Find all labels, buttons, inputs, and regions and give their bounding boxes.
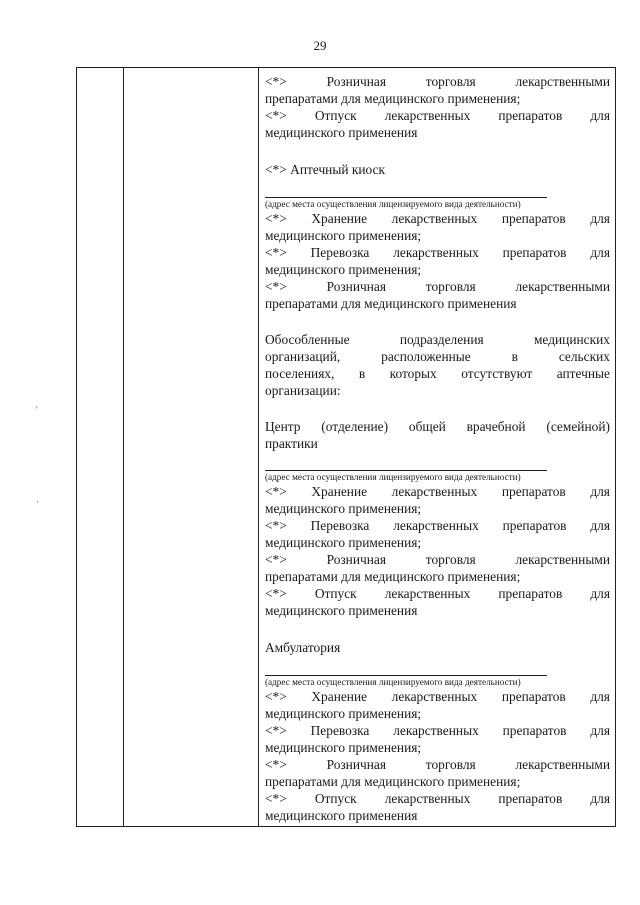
release-line: <*> Отпуск лекарственных препаратов для — [265, 108, 610, 123]
page-number: 29 — [313, 38, 327, 53]
scan-artifact: ' — [36, 405, 38, 415]
storage-line: <*> Хранение лекарственных препаратов для — [265, 211, 610, 226]
subdivisions-heading-2: организаций, расположенные в сельских — [265, 349, 610, 364]
storage-line-cont: медицинского применения; — [265, 706, 422, 721]
checkbox-marker: <*> — [265, 74, 287, 89]
checkbox-marker: <*> — [265, 689, 287, 704]
gp-center-heading-1: Центр (отделение) общей врачебной (семейной) — [265, 419, 610, 434]
checkbox-marker: <*> — [265, 518, 287, 533]
retail-line-cont: препаратами для медицинского применения; — [265, 774, 521, 789]
retail-line: <*> Розничная торговля лекарственными — [265, 279, 610, 294]
storage-line-cont: медицинского применения; — [265, 228, 422, 243]
subdivisions-heading-3: поселениях, в которых отсутствуют аптечные — [265, 366, 610, 381]
address-field — [265, 197, 610, 210]
column-divider-1 — [123, 67, 124, 827]
license-form-table — [76, 67, 616, 827]
ambulatory-heading: Амбулатория — [265, 640, 341, 655]
address-field — [265, 675, 610, 688]
release-line: <*> Отпуск лекарственных препаратов для — [265, 791, 610, 806]
retail-line: <*> Розничная торговля лекарственными — [265, 757, 610, 772]
transport-line-cont: медицинского применения; — [265, 740, 422, 755]
release-line-cont: медицинского применения — [265, 603, 418, 618]
scan-artifact: · — [36, 497, 39, 507]
transport-line-cont: медицинского применения; — [265, 262, 422, 277]
checkbox-marker: <*> — [265, 108, 287, 123]
address-underline — [265, 675, 547, 676]
subdivisions-heading-4: организации: — [265, 383, 341, 398]
release-line-cont: медицинского применения — [265, 125, 418, 140]
activity-list-column — [265, 73, 610, 824]
retail-line-cont: препаратами для медицинского применения; — [265, 569, 521, 584]
retail-line-cont: препаратами для медицинского применения — [265, 296, 517, 311]
transport-line: <*> Перевозка лекарственных препаратов для — [265, 518, 610, 533]
transport-line-cont: медицинского применения; — [265, 535, 422, 550]
storage-line: <*> Хранение лекарственных препаратов для — [265, 484, 610, 499]
address-field — [265, 470, 610, 483]
checkbox-marker: <*> — [265, 791, 287, 806]
retail-line: <*> Розничная торговля лекарственными — [265, 74, 610, 89]
release-line: <*> Отпуск лекарственных препаратов для — [265, 586, 610, 601]
address-caption: (адрес места осуществления лицензируемого вида деятельности) — [265, 199, 521, 209]
transport-line: <*> Перевозка лекарственных препаратов для — [265, 723, 610, 738]
retail-line-cont: препаратами для медицинского применения; — [265, 91, 521, 106]
address-caption: (адрес места осуществления лицензируемого вида деятельности) — [265, 472, 521, 482]
gp-center-heading-2: практики — [265, 436, 318, 451]
storage-line: <*> Хранение лекарственных препаратов для — [265, 689, 610, 704]
checkbox-marker: <*> — [265, 211, 287, 226]
checkbox-marker: <*> — [265, 245, 287, 260]
checkbox-marker: <*> — [265, 279, 287, 294]
retail-line: <*> Розничная торговля лекарственными — [265, 552, 610, 567]
checkbox-marker: <*> — [265, 552, 287, 567]
release-line-cont: медицинского применения — [265, 808, 418, 823]
checkbox-marker: <*> — [265, 757, 287, 772]
subdivisions-heading-1: Обособленные подразделения медицинских — [265, 332, 610, 347]
column-divider-2 — [258, 67, 259, 827]
checkbox-marker: <*> — [265, 723, 287, 738]
checkbox-marker: <*> — [265, 586, 287, 601]
address-underline — [265, 470, 547, 471]
storage-line-cont: медицинского применения; — [265, 501, 422, 516]
kiosk-heading: <*> Аптечный киоск — [265, 162, 386, 177]
checkbox-marker: <*> — [265, 484, 287, 499]
address-caption: (адрес места осуществления лицензируемого вида деятельности) — [265, 677, 521, 687]
address-underline — [265, 197, 547, 198]
transport-line: <*> Перевозка лекарственных препаратов для — [265, 245, 610, 260]
